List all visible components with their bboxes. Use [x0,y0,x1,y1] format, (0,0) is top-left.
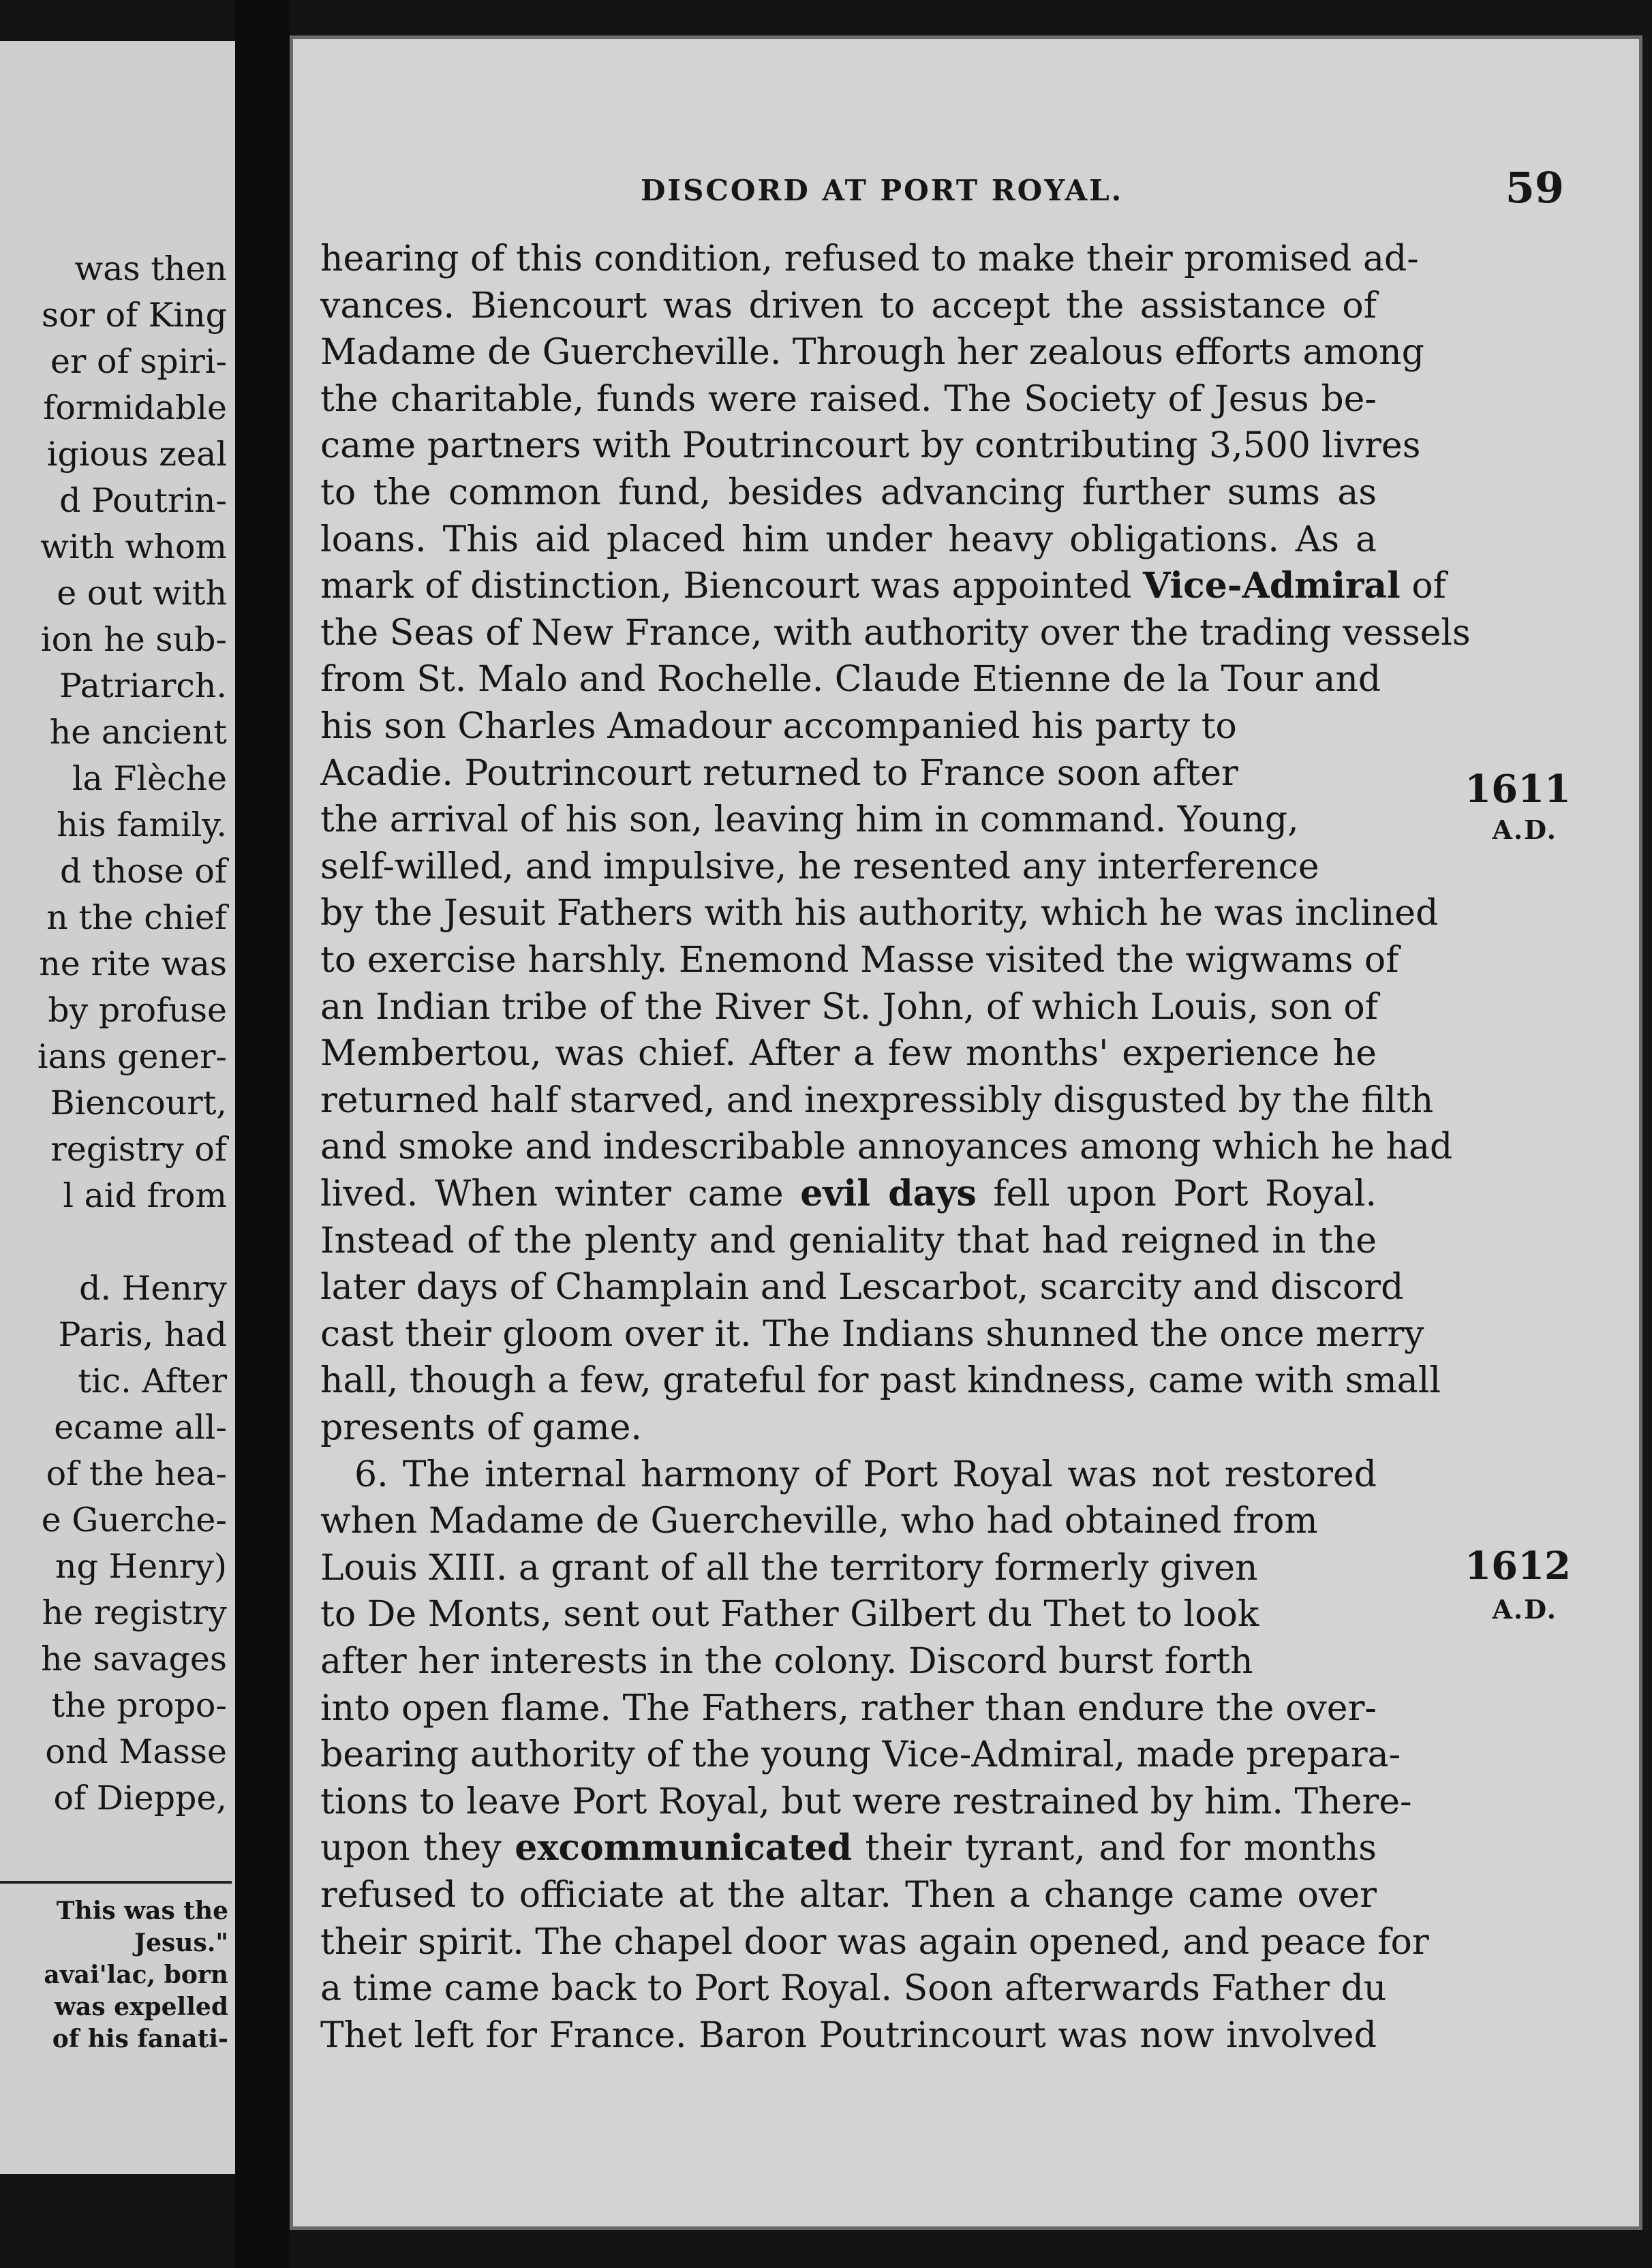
margin-year: 1611 [1465,767,1571,812]
body-line [320,1734,1401,1776]
left-page-line: d. Henry [79,1269,227,1308]
left-page-line: d those of [59,852,227,891]
left-page-line: ion he sub- [40,620,227,659]
left-page-line: was then [74,249,227,288]
page-number: 59 [1505,163,1564,213]
body-text: self-willed, and impulsive, he resented any interference [320,846,1319,887]
left-page-line: er of spiri- [50,342,227,381]
body-line [320,1407,1377,1449]
body-line [320,1921,1429,1963]
left-page-footnote: avai'lac, born [44,1961,228,1989]
left-page-line: he savages [41,1640,227,1679]
margin-era: A.D. [1492,814,1557,845]
body-text: Madame de Guercheville. Through her zealous efforts among [320,332,1424,373]
left-page-line: d Poutrin- [59,481,227,520]
left-page-line: by profuse [48,991,227,1030]
body-text: into open flame. The Fathers, rather than endure the over- [320,1687,1377,1729]
body-text: returned half starved, and inexpressibly disgusted by the filth [320,1079,1434,1121]
left-page-line: l aid from [63,1176,227,1215]
body-line [320,1220,1377,1262]
body-text: later days of Champlain and Lescarbot, scarcity and discord [320,1267,1404,1308]
left-page-line: Paris, had [58,1315,227,1354]
body-text: hall, though a few, grateful for past kindness, came with small [320,1360,1441,1402]
body-text: fell upon Port Royal. [976,1174,1377,1214]
margin-year: 1612 [1465,1544,1571,1589]
bold-term: Vice-Admiral [1142,565,1401,607]
left-page-line: la Flèche [72,759,227,798]
left-page-line: of the hea- [46,1454,227,1493]
left-page-line: Patriarch. [59,666,227,705]
body-line [320,1126,1453,1168]
body-line [320,378,1377,420]
left-page-line: igious zeal [46,435,227,474]
body-text: their spirit. The chapel door was again opened, and peace for [320,1921,1429,1963]
body-line [320,285,1377,327]
left-page-line: his family. [57,806,227,844]
body-text: upon they [320,1828,515,1869]
body-text: mark of distinction, Biencourt was appointed [320,566,1143,607]
body-text: a time came back to Port Royal. Soon afterwards Father du [320,1968,1387,2010]
left-page-fragment [0,41,239,2174]
body-line [320,331,1424,373]
body-line [320,1874,1377,1916]
left-page-line: ne rite was [39,945,227,983]
body-line [320,519,1377,561]
margin-era: A.D. [1492,1594,1557,1625]
body-line [320,2014,1377,2057]
body-text: when Madame de Guercheville, who had obtained from [320,1501,1318,1542]
body-text: hearing of this condition, refused to make their promised ad- [320,239,1419,279]
left-page-line: tic. After [78,1362,227,1400]
body-text: the Seas of New France, with authority over the trading vessels [320,612,1471,654]
body-line [320,1687,1377,1730]
body-line [320,986,1377,1028]
body-line [320,1266,1404,1308]
body-line [320,892,1439,934]
body-text: Instead of the plenty and geniality that had reigned in the [320,1220,1377,1261]
body-line [320,1079,1434,1122]
body-text: an Indian tribe of the River St. John, of which Louis, son of [320,986,1378,1028]
body-text: bearing authority of the young Vice-Admiral, made prepara- [320,1734,1401,1776]
body-text: of [1400,566,1446,607]
left-page-line: ond Masse [45,1732,227,1771]
body-text: Membertou, was chief. After a few months' experience he [320,1033,1377,1075]
body-text: tions to leave Port Royal, but were restrained by him. There- [320,1781,1412,1822]
body-line [320,1967,1387,2010]
body-text: the arrival of his son, leaving him in command. Young, [320,799,1299,841]
body-line [320,658,1381,701]
body-line [320,1781,1412,1823]
body-line [320,752,1377,795]
footnote-rule [0,1881,232,1884]
left-page-line: ng Henry) [55,1547,227,1586]
book-page [290,35,1642,2230]
left-page-footnote: was expelled [55,1993,228,2021]
body-text: to De Monts, sent out Father Gilbert du Thet to look [320,1594,1259,1636]
left-page-line: he registry [42,1593,227,1632]
body-text: Thet left for France. Baron Poutrincourt was now involved [320,2014,1377,2056]
body-text: from St. Malo and Rochelle. Claude Etienne de la Tour and [320,659,1381,701]
left-page-line: with whom [40,527,227,566]
left-page-line: he ancient [49,713,227,752]
left-page-line: the propo- [51,1686,227,1725]
body-text: Acadie. Poutrincourt returned to France soon after [320,752,1238,794]
body-line [320,1827,1377,1869]
left-page-line: ecame all- [54,1408,227,1447]
body-line [320,846,1377,888]
body-line [320,1032,1377,1075]
body-text: their tyrant, and for months [851,1828,1377,1869]
book-gutter [235,0,290,2268]
body-line [320,565,1446,607]
body-line [320,472,1377,514]
body-line [320,939,1399,981]
body-line [320,238,1419,280]
left-page-footnote: Jesus." [134,1929,228,1957]
left-page-line: ians gener- [37,1037,227,1076]
body-line [320,1640,1377,1683]
body-text: Louis XIII. a grant of all the territory formerly given [320,1547,1258,1589]
body-line [320,1313,1424,1355]
running-head: DISCORD AT PORT ROYAL. [641,174,1124,207]
bold-term: excommunicated [515,1827,852,1869]
left-page-footnote: This was the [56,1897,228,1925]
left-page-line: e out with [57,574,227,613]
body-text: came partners with Poutrincourt by contributing 3,500 livres [320,425,1421,467]
body-text: cast their gloom over it. The Indians shunned the once merry [320,1313,1424,1355]
body-text: his son Charles Amadour accompanied his party to [320,706,1237,747]
left-page-line: formidable [43,388,227,427]
body-text: refused to officiate at the altar. Then a change came over [320,1875,1377,1916]
body-line [320,1547,1377,1589]
bold-term: evil days [800,1173,977,1214]
body-text: and smoke and indescribable annoyances among which he had [320,1127,1453,1168]
body-line [320,705,1377,748]
body-line [320,1500,1377,1542]
body-text: vances. Biencourt was driven to accept the assistance of [320,285,1377,326]
left-page-line: e Guerche- [41,1501,227,1539]
body-text: 6. The internal harmony of Port Royal was not restored [354,1454,1377,1495]
left-page-footnote: of his fanati- [52,2025,228,2053]
body-line [320,1593,1377,1636]
body-text: after her interests in the colony. Discord burst forth [320,1641,1253,1682]
body-line [320,612,1471,654]
left-page-line: n the chief [46,898,227,937]
body-text: the charitable, funds were raised. The Society of Jesus be- [320,378,1377,420]
body-text: presents of game. [320,1407,642,1448]
left-page-line: Biencourt, [50,1084,227,1122]
body-text: loans. This aid placed him under heavy obligations. As a [320,519,1377,560]
body-line [320,799,1377,841]
body-text: to exercise harshly. Enemond Masse visited the wigwams of [320,940,1399,981]
body-line [320,1173,1377,1215]
body-line [320,425,1421,467]
left-page-line: sor of King [41,296,227,335]
body-text: to the common fund, besides advancing further sums as [320,472,1377,513]
left-page-line: registry of [50,1130,227,1169]
body-text: by the Jesuit Fathers with his authority, which he was inclined [320,893,1439,934]
body-text: lived. When winter came [320,1174,801,1214]
body-line [320,1360,1441,1402]
body-line [354,1454,1377,1496]
left-page-line: of Dieppe, [53,1779,227,1818]
